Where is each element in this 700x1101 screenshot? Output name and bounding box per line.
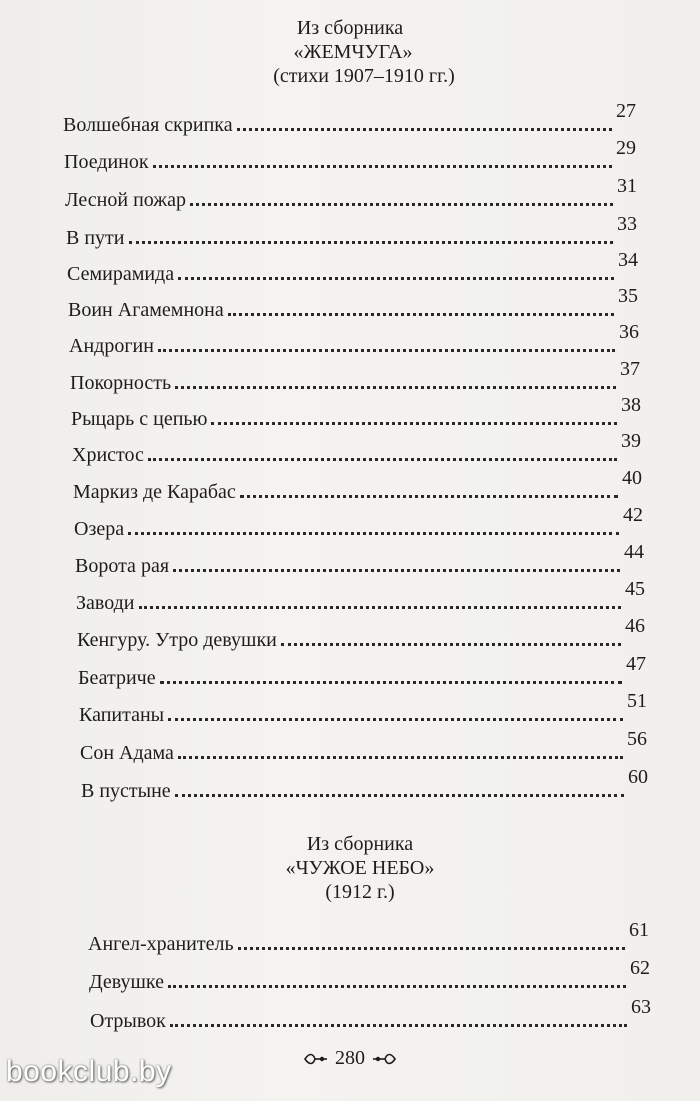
dot-leader: [178, 756, 623, 759]
collection-title: «ЧУЖОЕ НЕБО»: [285, 857, 435, 879]
dot-leader: [175, 386, 616, 389]
toc-entry-title: Отрывок: [90, 1010, 166, 1032]
dot-leader: [168, 718, 623, 721]
toc-entry-title: Маркиз де Карабас: [73, 481, 236, 503]
toc-entry-page: 62: [630, 957, 650, 979]
dot-leader: [178, 277, 614, 280]
ornament-left-icon: [303, 1050, 329, 1068]
toc-entry: [65, 175, 637, 212]
dot-leader: [175, 794, 624, 797]
toc-entry-page: 37: [620, 358, 640, 380]
toc-entry: [74, 504, 643, 541]
dot-leader: [281, 643, 621, 646]
dot-leader: [160, 681, 622, 684]
section-label: Из сборника: [296, 17, 404, 39]
dot-leader: [238, 947, 625, 950]
collection-years: (1912 г.): [325, 881, 395, 903]
dot-leader: [211, 422, 617, 425]
toc-entry: [81, 766, 648, 803]
toc-entry: [76, 578, 645, 615]
toc-entry-title: Христос: [72, 444, 144, 466]
toc-entry-title: Ангел-хранитель: [88, 933, 234, 955]
toc-entry-page: 63: [631, 996, 651, 1018]
toc-entry-page: 33: [617, 213, 637, 235]
watermark: bookclub.by: [6, 1055, 172, 1088]
dot-leader: [129, 241, 614, 244]
toc-entry: [67, 249, 638, 286]
toc-entry-page: 46: [625, 615, 645, 637]
toc-entry-title: Андрогин: [69, 335, 154, 357]
toc-entry-page: 38: [621, 394, 641, 416]
toc-entry-page: 44: [624, 541, 644, 563]
toc-entry-page: 27: [616, 100, 636, 122]
toc-entry-title: Заводи: [76, 592, 135, 614]
toc-entry-page: 34: [618, 249, 638, 271]
toc-entry-title: В пути: [66, 227, 125, 249]
toc-entry-page: 40: [622, 467, 642, 489]
toc-entry: [71, 394, 641, 431]
toc-entry-title: В пустыне: [81, 780, 171, 802]
toc-entry-title: Покорность: [70, 372, 172, 394]
section-heading: [10, 832, 700, 904]
toc-entry: [80, 728, 647, 765]
dot-leader: [128, 532, 619, 535]
dot-leader: [170, 1024, 627, 1027]
toc-entry-title: Капитаны: [79, 704, 165, 726]
toc-entry-title: Поединок: [64, 151, 149, 173]
toc-entry: [68, 285, 638, 322]
dot-leader: [173, 569, 620, 572]
toc-entry: [89, 957, 650, 994]
toc-entry-title: Рыцарь с цепью: [71, 408, 208, 430]
toc-entry: [66, 213, 637, 250]
dot-leader: [153, 165, 612, 168]
page-number: 280: [335, 1047, 365, 1069]
dot-leader: [148, 458, 617, 461]
toc-entry-title: Озера: [74, 518, 125, 540]
collection-title: «ЖЕМЧУГА»: [293, 41, 413, 63]
dot-leader: [158, 349, 615, 352]
toc-entry: [75, 541, 644, 578]
toc-entry-title: Семирамида: [67, 263, 175, 285]
toc-entry: [77, 615, 645, 652]
toc-entry: [64, 137, 636, 174]
toc-entry-title: Девушке: [89, 971, 165, 993]
toc-entry-title: Сон Адама: [80, 742, 174, 764]
toc-entry-page: 35: [618, 285, 638, 307]
toc-entry: [78, 653, 646, 690]
dot-leader: [190, 203, 613, 206]
toc-entry-title: Волшебная скрипка: [63, 114, 233, 136]
section-label: Из сборника: [306, 833, 414, 855]
toc-entry-page: 61: [629, 919, 649, 941]
toc-entry: [90, 996, 651, 1033]
toc-entry-page: 42: [623, 504, 643, 526]
toc-entry-page: 39: [621, 430, 641, 452]
toc-entry: [72, 430, 641, 467]
toc-entry-page: 45: [625, 578, 645, 600]
dot-leader: [228, 313, 614, 316]
toc-entry-title: Воин Агамемнона: [68, 299, 224, 321]
dot-leader: [237, 128, 612, 131]
toc-entry: [73, 467, 642, 504]
toc-entry: [70, 358, 640, 395]
toc-entry-page: 47: [626, 653, 646, 675]
toc-entry: [69, 321, 639, 358]
toc-entry-title: Беатриче: [78, 667, 156, 689]
toc-entry-page: 60: [628, 766, 648, 788]
toc-entry: [88, 919, 649, 956]
toc-entry-page: 29: [616, 137, 636, 159]
collection-years: (стихи 1907–1910 гг.): [273, 65, 455, 87]
toc-entry-page: 51: [627, 690, 647, 712]
toc-entry-title: Ворота рая: [75, 555, 170, 577]
dot-leader: [240, 495, 618, 498]
toc-entry: [79, 690, 647, 727]
toc-entry-title: Лесной пожар: [65, 189, 186, 211]
toc-entry-page: 31: [617, 175, 637, 197]
section-heading: [0, 16, 700, 88]
dot-leader: [139, 606, 621, 609]
toc-entry-page: 56: [627, 728, 647, 750]
dot-leader: [168, 985, 626, 988]
toc-entry-page: 36: [619, 321, 639, 343]
ornament-right-icon: [371, 1050, 397, 1068]
toc-entry-title: Кенгуру. Утро девушки: [77, 629, 277, 651]
toc-entry: [63, 100, 636, 137]
